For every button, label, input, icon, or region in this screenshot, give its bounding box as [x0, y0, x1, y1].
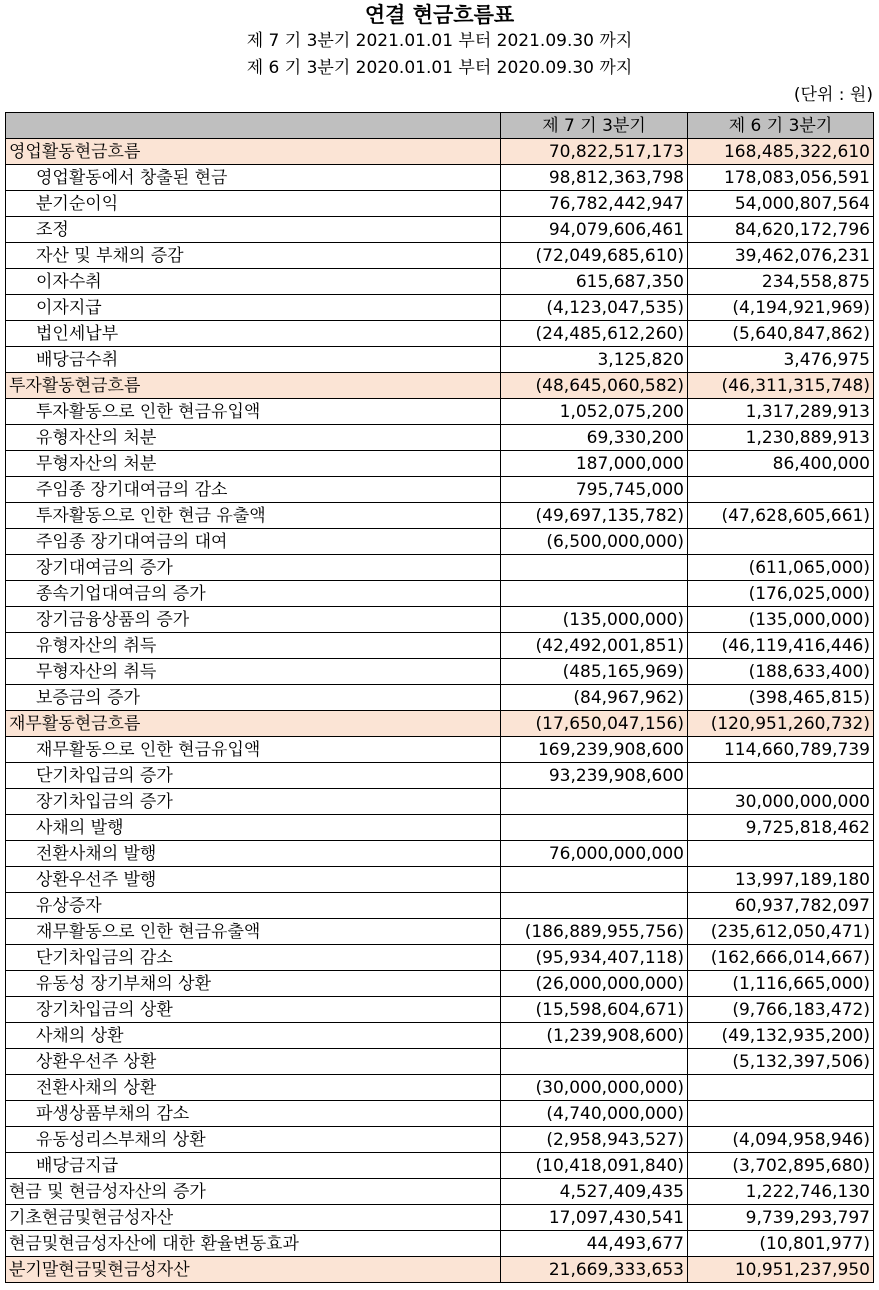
row-label: 사채의 발행	[6, 815, 501, 841]
row-label: 주임종 장기대여금의 대여	[6, 529, 501, 555]
table-row	[6, 711, 874, 737]
table-row	[6, 165, 874, 191]
current-period-value: 93,239,908,600	[501, 763, 688, 789]
table-row	[6, 555, 874, 581]
period-current: 제 7 기 3분기 2021.01.01 부터 2021.09.30 까지	[246, 31, 633, 51]
previous-period-value: (398,465,815)	[688, 685, 874, 711]
table-row	[6, 815, 874, 841]
previous-period-value: (5,132,397,506)	[688, 1049, 874, 1075]
table-row	[6, 139, 874, 165]
previous-period-value	[688, 1101, 874, 1127]
current-period-value: (95,934,407,118)	[501, 945, 688, 971]
row-label: 분기순이익	[6, 191, 501, 217]
current-period-value: 187,000,000	[501, 451, 688, 477]
previous-period-value: 39,462,076,231	[688, 243, 874, 269]
table-row	[6, 1205, 874, 1231]
previous-period-value: (5,640,847,862)	[688, 321, 874, 347]
previous-period-value	[688, 763, 874, 789]
row-label: 전환사채의 발행	[6, 841, 501, 867]
table-row	[6, 737, 874, 763]
current-period-value: 4,527,409,435	[501, 1179, 688, 1205]
row-label: 배당금지급	[6, 1153, 501, 1179]
row-label: 조정	[6, 217, 501, 243]
previous-period-value: (9,766,183,472)	[688, 997, 874, 1023]
header-current-period: 제 7 기 3분기	[501, 113, 688, 139]
previous-period-value: 3,476,975	[688, 347, 874, 373]
row-label: 종속기업대여금의 증가	[6, 581, 501, 607]
row-label: 유상증자	[6, 893, 501, 919]
table-row	[6, 1049, 874, 1075]
current-period-value: 17,097,430,541	[501, 1205, 688, 1231]
previous-period-value: (46,311,315,748)	[688, 373, 874, 399]
previous-period-value: 1,317,289,913	[688, 399, 874, 425]
row-label: 상환우선주 발행	[6, 867, 501, 893]
table-row	[6, 789, 874, 815]
table-row	[6, 1231, 874, 1257]
table-body	[6, 139, 874, 1283]
current-period-value: (4,740,000,000)	[501, 1101, 688, 1127]
previous-period-value: (10,801,977)	[688, 1231, 874, 1257]
current-period-value: 70,822,517,173	[501, 139, 688, 165]
table-row	[6, 295, 874, 321]
row-label: 분기말현금및현금성자산	[6, 1257, 501, 1283]
current-period-value: 169,239,908,600	[501, 737, 688, 763]
row-label: 현금및현금성자산에 대한 환율변동효과	[6, 1231, 501, 1257]
table-header-row	[6, 113, 874, 139]
current-period-value: 76,000,000,000	[501, 841, 688, 867]
previous-period-value: 114,660,789,739	[688, 737, 874, 763]
table-row	[6, 919, 874, 945]
previous-period-value: 168,485,322,610	[688, 139, 874, 165]
table-row	[6, 659, 874, 685]
previous-period-value: 178,083,056,591	[688, 165, 874, 191]
previous-period-value: (135,000,000)	[688, 607, 874, 633]
previous-period-value: 234,558,875	[688, 269, 874, 295]
row-label: 장기대여금의 증가	[6, 555, 501, 581]
current-period-value: (186,889,955,756)	[501, 919, 688, 945]
current-period-value	[501, 815, 688, 841]
row-label: 법인세납부	[6, 321, 501, 347]
table-row	[6, 1101, 874, 1127]
previous-period-value: 1,230,889,913	[688, 425, 874, 451]
current-period-value: (135,000,000)	[501, 607, 688, 633]
current-period-value: (2,958,943,527)	[501, 1127, 688, 1153]
row-label: 보증금의 증가	[6, 685, 501, 711]
row-label: 영업활동현금흐름	[6, 139, 501, 165]
table-row	[6, 763, 874, 789]
table-row	[6, 269, 874, 295]
previous-period-value: (49,132,935,200)	[688, 1023, 874, 1049]
previous-period-value: (47,628,605,661)	[688, 503, 874, 529]
table-row	[6, 425, 874, 451]
current-period-value: (84,967,962)	[501, 685, 688, 711]
table-row	[6, 633, 874, 659]
row-label: 사채의 상환	[6, 1023, 501, 1049]
table-row	[6, 1179, 874, 1205]
previous-period-value: 13,997,189,180	[688, 867, 874, 893]
table-row	[6, 529, 874, 555]
previous-period-value: (1,116,665,000)	[688, 971, 874, 997]
row-label: 재무활동현금흐름	[6, 711, 501, 737]
table-row	[6, 971, 874, 997]
previous-period-value: (46,119,416,446)	[688, 633, 874, 659]
row-label: 자산 및 부채의 증감	[6, 243, 501, 269]
header-previous-period: 제 6 기 3분기	[688, 113, 874, 139]
row-label: 유형자산의 처분	[6, 425, 501, 451]
current-period-value: (30,000,000,000)	[501, 1075, 688, 1101]
previous-period-value: (611,065,000)	[688, 555, 874, 581]
current-period-value: (42,492,001,851)	[501, 633, 688, 659]
table-row	[6, 217, 874, 243]
previous-period-value	[688, 841, 874, 867]
previous-period-value	[688, 1075, 874, 1101]
table-row	[6, 607, 874, 633]
previous-period-value: (188,633,400)	[688, 659, 874, 685]
table-row	[6, 1127, 874, 1153]
table-row	[6, 451, 874, 477]
row-label: 무형자산의 처분	[6, 451, 501, 477]
row-label: 파생상품부채의 감소	[6, 1101, 501, 1127]
row-label: 이자지급	[6, 295, 501, 321]
previous-period-value: (120,951,260,732)	[688, 711, 874, 737]
row-label: 상환우선주 상환	[6, 1049, 501, 1075]
current-period-value: 69,330,200	[501, 425, 688, 451]
table-row	[6, 373, 874, 399]
table-row	[6, 1075, 874, 1101]
table-row	[6, 347, 874, 373]
table-row	[6, 191, 874, 217]
unit-label: (단위 : 원)	[793, 85, 873, 105]
previous-period-value: (4,194,921,969)	[688, 295, 874, 321]
row-label: 유동성 장기부채의 상환	[6, 971, 501, 997]
previous-period-value: (4,094,958,946)	[688, 1127, 874, 1153]
previous-period-value: 86,400,000	[688, 451, 874, 477]
table-row	[6, 685, 874, 711]
previous-period-value: 30,000,000,000	[688, 789, 874, 815]
current-period-value: (48,645,060,582)	[501, 373, 688, 399]
previous-period-value: (176,025,000)	[688, 581, 874, 607]
current-period-value	[501, 789, 688, 815]
previous-period-value: 54,000,807,564	[688, 191, 874, 217]
table-row	[6, 997, 874, 1023]
current-period-value: (49,697,135,782)	[501, 503, 688, 529]
table-row	[6, 399, 874, 425]
table-row	[6, 1257, 874, 1283]
previous-period-value: (235,612,050,471)	[688, 919, 874, 945]
previous-period-value: (162,666,014,667)	[688, 945, 874, 971]
table-row	[6, 867, 874, 893]
row-label: 무형자산의 취득	[6, 659, 501, 685]
table-row	[6, 1023, 874, 1049]
row-label: 단기차입금의 감소	[6, 945, 501, 971]
previous-period-value	[688, 529, 874, 555]
current-period-value: (24,485,612,260)	[501, 321, 688, 347]
row-label: 단기차입금의 증가	[6, 763, 501, 789]
current-period-value: 21,669,333,653	[501, 1257, 688, 1283]
current-period-value: (15,598,604,671)	[501, 997, 688, 1023]
previous-period-value: 60,937,782,097	[688, 893, 874, 919]
previous-period-value: 84,620,172,796	[688, 217, 874, 243]
table-row	[6, 1153, 874, 1179]
table-row	[6, 841, 874, 867]
current-period-value: (4,123,047,535)	[501, 295, 688, 321]
period-previous: 제 6 기 3분기 2020.01.01 부터 2020.09.30 까지	[246, 58, 633, 78]
row-label: 투자활동현금흐름	[6, 373, 501, 399]
row-label: 배당금수취	[6, 347, 501, 373]
current-period-value	[501, 893, 688, 919]
row-label: 이자수취	[6, 269, 501, 295]
current-period-value: 94,079,606,461	[501, 217, 688, 243]
current-period-value: 615,687,350	[501, 269, 688, 295]
previous-period-value	[688, 477, 874, 503]
current-period-value: (10,418,091,840)	[501, 1153, 688, 1179]
cash-flow-table	[5, 112, 874, 1283]
current-period-value	[501, 1049, 688, 1075]
current-period-value: (485,165,969)	[501, 659, 688, 685]
current-period-value	[501, 555, 688, 581]
previous-period-value: 9,739,293,797	[688, 1205, 874, 1231]
table-row	[6, 321, 874, 347]
table-row	[6, 503, 874, 529]
row-label: 재무활동으로 인한 현금유출액	[6, 919, 501, 945]
current-period-value: 98,812,363,798	[501, 165, 688, 191]
current-period-value: 795,745,000	[501, 477, 688, 503]
previous-period-value: 9,725,818,462	[688, 815, 874, 841]
current-period-value	[501, 581, 688, 607]
current-period-value: (6,500,000,000)	[501, 529, 688, 555]
row-label: 장기금융상품의 증가	[6, 607, 501, 633]
table-row	[6, 243, 874, 269]
previous-period-value: 10,951,237,950	[688, 1257, 874, 1283]
row-label: 장기차입금의 증가	[6, 789, 501, 815]
previous-period-value: 1,222,746,130	[688, 1179, 874, 1205]
row-label: 영업활동에서 창출된 현금	[6, 165, 501, 191]
table-row	[6, 893, 874, 919]
table-row	[6, 945, 874, 971]
current-period-value: 44,493,677	[501, 1231, 688, 1257]
row-label: 기초현금및현금성자산	[6, 1205, 501, 1231]
current-period-value: 1,052,075,200	[501, 399, 688, 425]
row-label: 전환사채의 상환	[6, 1075, 501, 1101]
previous-period-value: (3,702,895,680)	[688, 1153, 874, 1179]
row-label: 현금 및 현금성자산의 증가	[6, 1179, 501, 1205]
row-label: 투자활동으로 인한 현금유입액	[6, 399, 501, 425]
current-period-value	[501, 867, 688, 893]
table-row	[6, 477, 874, 503]
row-label: 재무활동으로 인한 현금유입액	[6, 737, 501, 763]
row-label: 투자활동으로 인한 현금 유출액	[6, 503, 501, 529]
current-period-value: (1,239,908,600)	[501, 1023, 688, 1049]
statement-title: 연결 현금흐름표	[364, 2, 515, 27]
row-label: 장기차입금의 상환	[6, 997, 501, 1023]
header-label	[6, 113, 501, 139]
current-period-value: (72,049,685,610)	[501, 243, 688, 269]
row-label: 유형자산의 취득	[6, 633, 501, 659]
table-row	[6, 581, 874, 607]
current-period-value: (26,000,000,000)	[501, 971, 688, 997]
current-period-value: 3,125,820	[501, 347, 688, 373]
row-label: 유동성리스부채의 상환	[6, 1127, 501, 1153]
current-period-value: (17,650,047,156)	[501, 711, 688, 737]
row-label: 주임종 장기대여금의 감소	[6, 477, 501, 503]
current-period-value: 76,782,442,947	[501, 191, 688, 217]
